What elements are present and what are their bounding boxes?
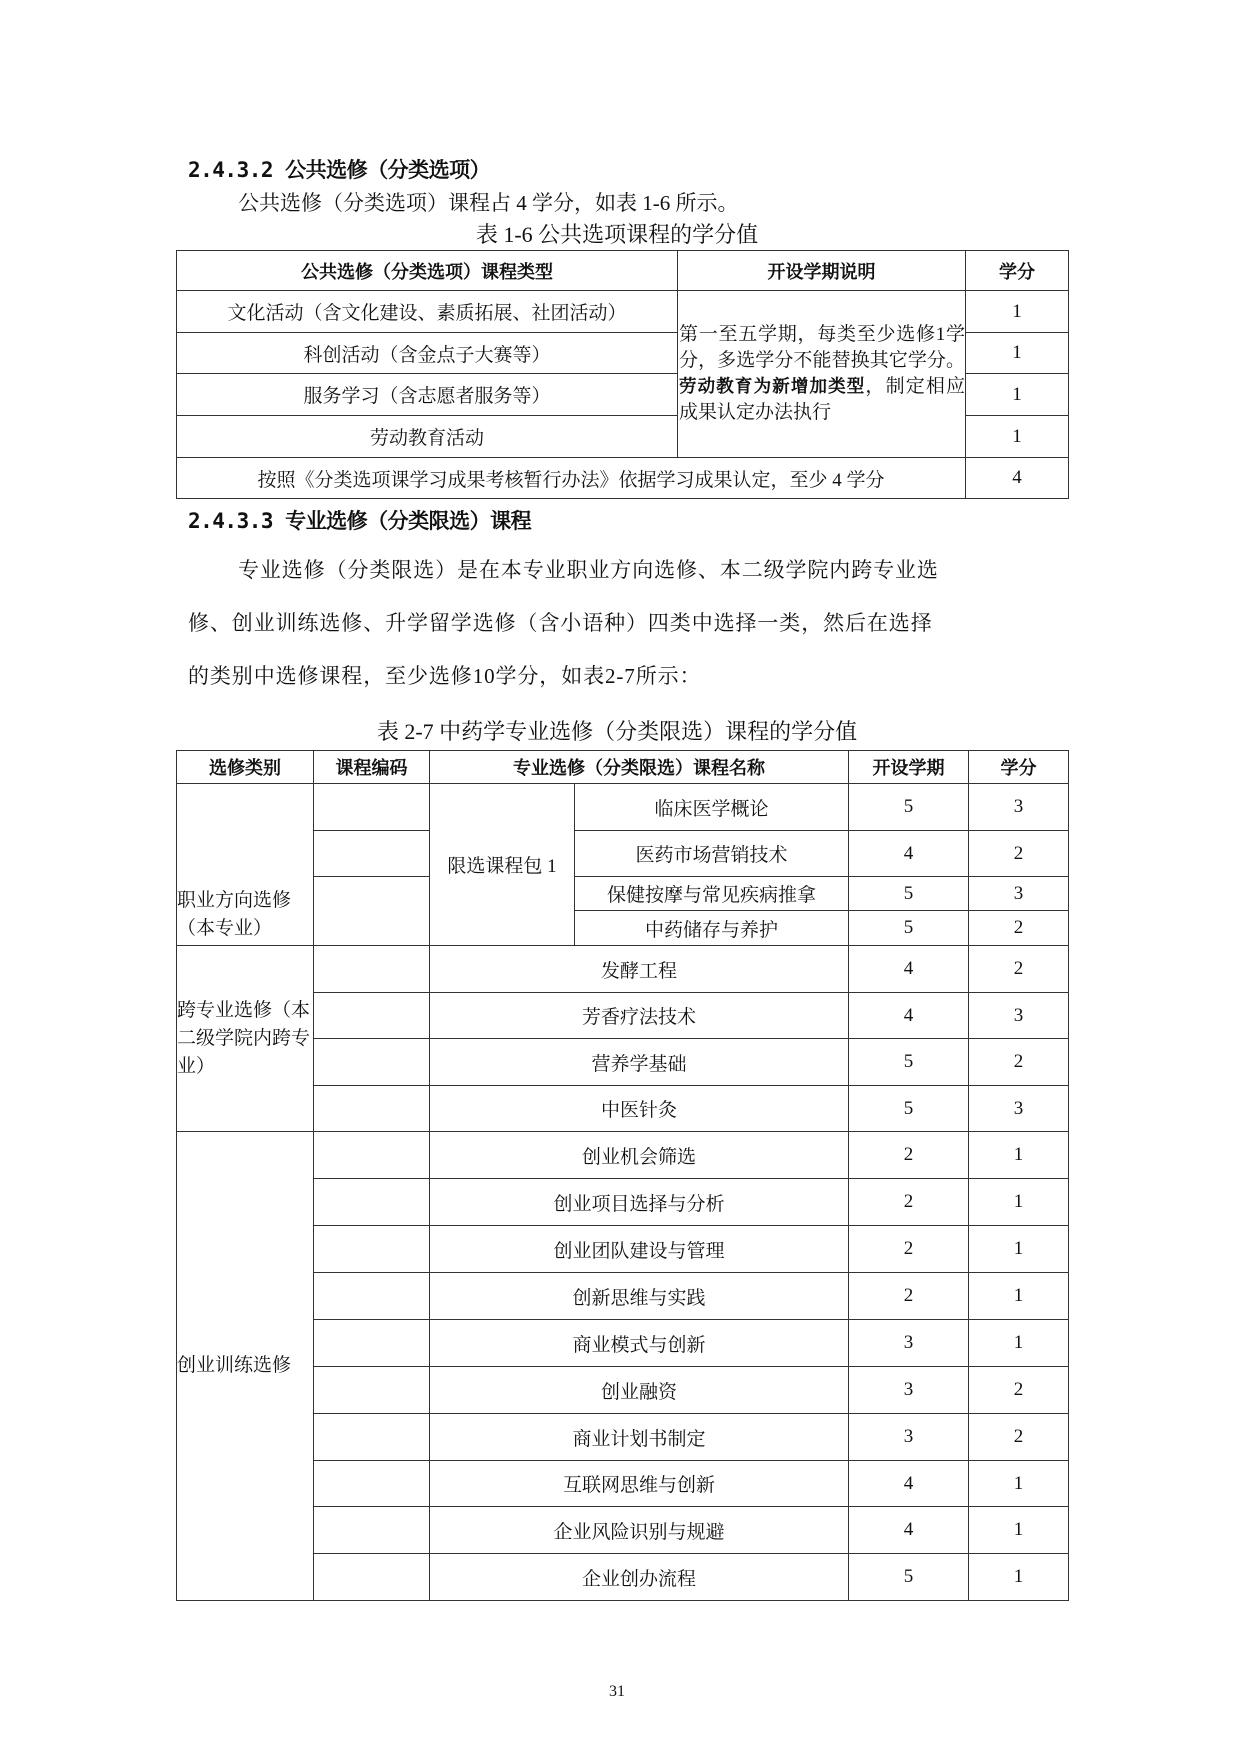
section-intro: 公共选修（分类选项）课程占 4 学分，如表 1-6 所示。 <box>238 191 739 215</box>
credit: 1 <box>969 1132 1069 1179</box>
course-code-cell <box>314 1554 430 1601</box>
course-name: 创业团队建设与管理 <box>430 1226 849 1273</box>
table-row <box>177 1132 1069 1179</box>
credit: 2 <box>969 831 1069 877</box>
semester: 4 <box>849 1461 969 1507</box>
credit: 3 <box>969 1086 1069 1132</box>
credit: 1 <box>969 1554 1069 1601</box>
course-code-cell <box>314 1320 430 1367</box>
section-number: 2.4.3.2 <box>188 158 274 182</box>
table-2-7-caption: 表 2-7 中药学专业选修（分类限选）课程的学分值 <box>376 719 858 744</box>
credit: 2 <box>969 1414 1069 1461</box>
table-1-6 <box>176 250 1069 499</box>
course-type: 科创活动（含金点子大赛等） <box>177 333 678 374</box>
table-header-row <box>177 251 1069 291</box>
course-name: 创新思维与实践 <box>430 1273 849 1320</box>
course-code-cell <box>314 1273 430 1320</box>
course-type: 服务学习（含志愿者服务等） <box>177 374 678 416</box>
semester: 4 <box>849 993 969 1039</box>
course-name: 保健按摩与常见疾病推拿 <box>575 877 849 911</box>
credit: 2 <box>969 1039 1069 1086</box>
section-title: 专业选修（分类限选）课程 <box>285 509 532 533</box>
table-row <box>177 291 1069 333</box>
footer-credit: 4 <box>966 458 1069 499</box>
credit: 3 <box>969 993 1069 1039</box>
header-credit: 学分 <box>969 751 1069 784</box>
course-code-cell <box>314 1179 430 1226</box>
credit: 2 <box>969 911 1069 946</box>
category-cell: 跨专业选修（本二级学院内跨专业） <box>177 946 314 1132</box>
paragraph-line: 的类别中选修课程，至少选修10学分，如表2-7所示： <box>188 664 702 688</box>
note-bold-text: 劳动教育为新增加类型 <box>679 377 866 397</box>
course-type: 劳动教育活动 <box>177 416 678 458</box>
course-code-cell <box>314 946 430 993</box>
credit: 1 <box>969 1461 1069 1507</box>
credit: 1 <box>969 1179 1069 1226</box>
table-1-6-caption: 表 1-6 公共选项课程的学分值 <box>475 222 759 247</box>
semester: 3 <box>849 1320 969 1367</box>
footer-text: 按照《分类选项课学习成果考核暂行办法》依据学习成果认定，至少 4 学分 <box>177 458 966 499</box>
section-title: 公共选修（分类选项） <box>285 158 491 182</box>
course-name: 营养学基础 <box>430 1039 849 1086</box>
course-name: 创业项目选择与分析 <box>430 1179 849 1226</box>
credit: 2 <box>969 1367 1069 1414</box>
paragraph-line: 修、创业训练选修、升学留学选修（含小语种）四类中选择一类，然后在选择 <box>188 611 933 635</box>
course-name: 临床医学概论 <box>575 784 849 831</box>
course-name: 企业风险识别与规避 <box>430 1507 849 1554</box>
course-name: 中医针灸 <box>430 1086 849 1132</box>
course-name: 商业模式与创新 <box>430 1320 849 1367</box>
course-code-cell <box>314 1132 430 1179</box>
header-course-name: 专业选修（分类限选）课程名称 <box>430 751 849 784</box>
course-name: 商业计划书制定 <box>430 1414 849 1461</box>
credit: 1 <box>969 1507 1069 1554</box>
course-name: 中药储存与养护 <box>575 911 849 946</box>
semester: 4 <box>849 946 969 993</box>
table-row <box>177 946 1069 993</box>
semester: 5 <box>849 1086 969 1132</box>
paragraph-line: 专业选修（分类限选）是在本专业职业方向选修、本二级学院内跨专业选 <box>238 558 939 582</box>
course-name: 创业机会筛选 <box>430 1132 849 1179</box>
course-name: 互联网思维与创新 <box>430 1461 849 1507</box>
course-code-cell <box>314 1461 430 1507</box>
header-category: 选修类别 <box>177 751 314 784</box>
course-code-cell <box>314 1414 430 1461</box>
table-row <box>177 784 1069 831</box>
credit: 1 <box>966 416 1069 458</box>
credit: 1 <box>966 291 1069 333</box>
semester: 2 <box>849 1226 969 1273</box>
semester: 5 <box>849 911 969 946</box>
semester: 3 <box>849 1414 969 1461</box>
semester: 5 <box>849 877 969 911</box>
section-heading-2-4-3-2 <box>188 154 490 184</box>
header-credit: 学分 <box>966 251 1069 291</box>
header-code: 课程编码 <box>314 751 430 784</box>
course-code-cell <box>314 1086 430 1132</box>
credit: 3 <box>969 784 1069 831</box>
category-cell: 创业训练选修 <box>177 1132 314 1601</box>
course-code-cell <box>314 993 430 1039</box>
semester: 5 <box>849 784 969 831</box>
semester-note <box>678 291 966 458</box>
credit: 1 <box>966 333 1069 374</box>
course-code-cell <box>314 1507 430 1554</box>
course-name: 发酵工程 <box>430 946 849 993</box>
note-text-end: ，制定相应成果认定办法执行 <box>679 376 965 423</box>
course-type: 文化活动（含文化建设、素质拓展、社团活动） <box>177 291 678 333</box>
semester: 3 <box>849 1367 969 1414</box>
table-footer-row <box>177 458 1069 499</box>
course-code-cell <box>314 1039 430 1086</box>
note-text: 第一至五学期，每类至少选修1学分，多选学分不能替换其它学分。 <box>679 324 965 371</box>
course-code-cell <box>314 784 430 831</box>
semester: 4 <box>849 831 969 877</box>
header-semester-note: 开设学期说明 <box>678 251 966 291</box>
credit: 3 <box>969 877 1069 911</box>
table-2-7 <box>176 750 1069 1601</box>
header-semester: 开设学期 <box>849 751 969 784</box>
course-code-cell <box>314 877 430 946</box>
credit: 1 <box>966 374 1069 416</box>
semester: 2 <box>849 1179 969 1226</box>
course-code-cell <box>314 831 430 877</box>
course-name: 芳香疗法技术 <box>430 993 849 1039</box>
credit: 1 <box>969 1273 1069 1320</box>
course-name: 企业创办流程 <box>430 1554 849 1601</box>
package-cell: 限选课程包 1 <box>430 784 575 946</box>
semester: 5 <box>849 1554 969 1601</box>
semester: 4 <box>849 1507 969 1554</box>
course-code-cell <box>314 1367 430 1414</box>
semester: 5 <box>849 1039 969 1086</box>
table-header-row <box>177 751 1069 784</box>
page-number: 31 <box>609 1683 625 1700</box>
course-code-cell <box>314 1226 430 1273</box>
semester: 2 <box>849 1273 969 1320</box>
category-cell: 职业方向选修（本专业） <box>177 784 314 946</box>
semester: 2 <box>849 1132 969 1179</box>
section-heading-2-4-3-3 <box>188 505 531 535</box>
course-name: 医药市场营销技术 <box>575 831 849 877</box>
credit: 1 <box>969 1320 1069 1367</box>
credit: 2 <box>969 946 1069 993</box>
section-number: 2.4.3.3 <box>188 509 274 533</box>
credit: 1 <box>969 1226 1069 1273</box>
header-type: 公共选修（分类选项）课程类型 <box>177 251 678 291</box>
course-name: 创业融资 <box>430 1367 849 1414</box>
